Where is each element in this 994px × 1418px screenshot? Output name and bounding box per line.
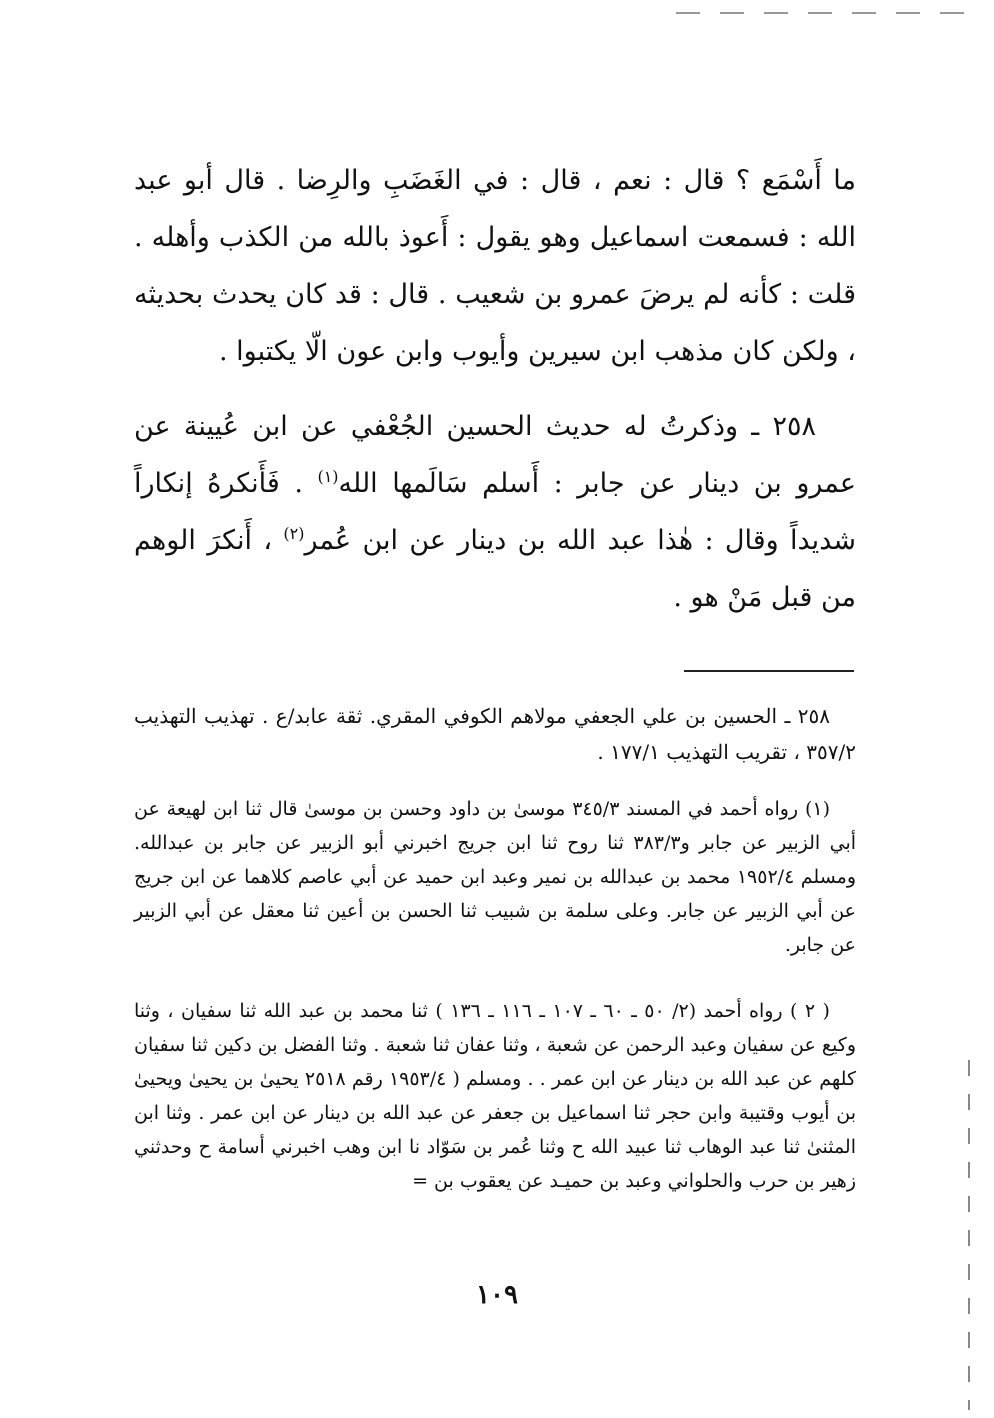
footnote-separator [684,670,854,672]
footnote-2-text: ( ٢ ) رواه أحمد (٢/ ٥٠ ـ ٦٠ ـ ١٠٧ ـ ١١٦ ـ ١٣٦ ) ثنا محمد بن عبد الله ثنا سفيان ، وثنا وكيع عن سفيان وعبد الرحمن عن شعبة ، وثنا عفان ثنا شعبة . وثنا الفضل بن دكين ثنا سفيان كلهم عن عبد الله بن دينار عن ابن عمر . . ومسلم ( ١٩٥٣/٤ رقم ٢٥١٨ يحيىٰ بن يحيىٰ ويحيىٰ بن أيوب وقتيبة وابن حجر ثنا اسماعيل بن جعفر عن عبد الله بن دينار عن ابن عمر . وثنا ابن المثنىٰ ثنا عبد الوهاب ثنا عبيد الله ح وثنا عُمر بن سَوّاد نا ابن وهب اخبرني أسامة ح وحدثني زهير بن حرب والحلواني وعبد بن حميـد عن يعقوب بن = [134,1000,857,1192]
main-text [134,152,856,626]
scan-edge-marks [664,12,964,14]
main-paragraph-2 [134,398,856,626]
bio-note-text: ٢٥٨ ـ الحسين بن علي الجعفي مولاهم الكوفي المقري. ثقة عابد/ع . تهذيب التهذيب ٣٥٧/٢ ، تقريب التهذيب ١٧٧/١ . [134,704,856,764]
footnote-1-text: (١) رواه أحمد في المسند ٣٤٥/٣ موسىٰ بن داود وحسن بن موسىٰ قال ثنا ابن لهيعة عن أبي الزبير عن جابر و٣٨٣/٣ ثنا روح ثنا ابن جريج اخبرني أبو الزبير عن جابر بن عبدالله. ومسلم ١٩٥٢/٤ محمد بن عبدالله بن نمير وعبد ابن حميد عن أبي عاصم كلاهما عن ابن جريج عن أبي الزبير عن جابر. وعلى سلمة بن شبيب ثنا الحسن بن أعين ثنا معقل عن أبي الزبير عن جابر. [134,798,857,956]
footnote-2 [134,994,856,1198]
paragraph-2-text-2: . فَأَنكرهُ إنكاراً شديداً وقال : هٰذا عبد الله بن دينار عن ابن عُمر [134,468,856,556]
paragraph-2-text-1: ٢٥٨ ـ وذكرتُ له حديث الحسين الجُعْفي عن ابن عُيينة عن عمرو بن دينار عن جابر : أَسلم سَالَمها الله [134,411,856,499]
footnote-1 [134,792,856,962]
footnote-ref-2: (٢) [283,524,305,543]
page-number: ١٠٩ [476,1280,518,1310]
footnote-bio [134,698,856,770]
scan-margin-marks [968,1060,970,1410]
main-paragraph-1: ما أَسْمَع ؟ قال : نعم ، قال : في الغَضَبِ والرِضا . قال أبو عبد الله : فسمعت اسماعيل وهو يقول : أَعوذ بالله من الكذب وأهله . قلت : كأنه لم يرضَ عمرو بن شعيب . قال : قد كان يحدث بحديثه ، ولكن كان مذهب ابن سيرين وأيوب وابن عون الّا يكتبوا . [134,165,856,367]
paragraph-2-text-3: ، أَنكرَ الوهم من قبل مَنْ هو . [134,525,856,613]
footnote-ref-1: (١) [317,467,339,486]
